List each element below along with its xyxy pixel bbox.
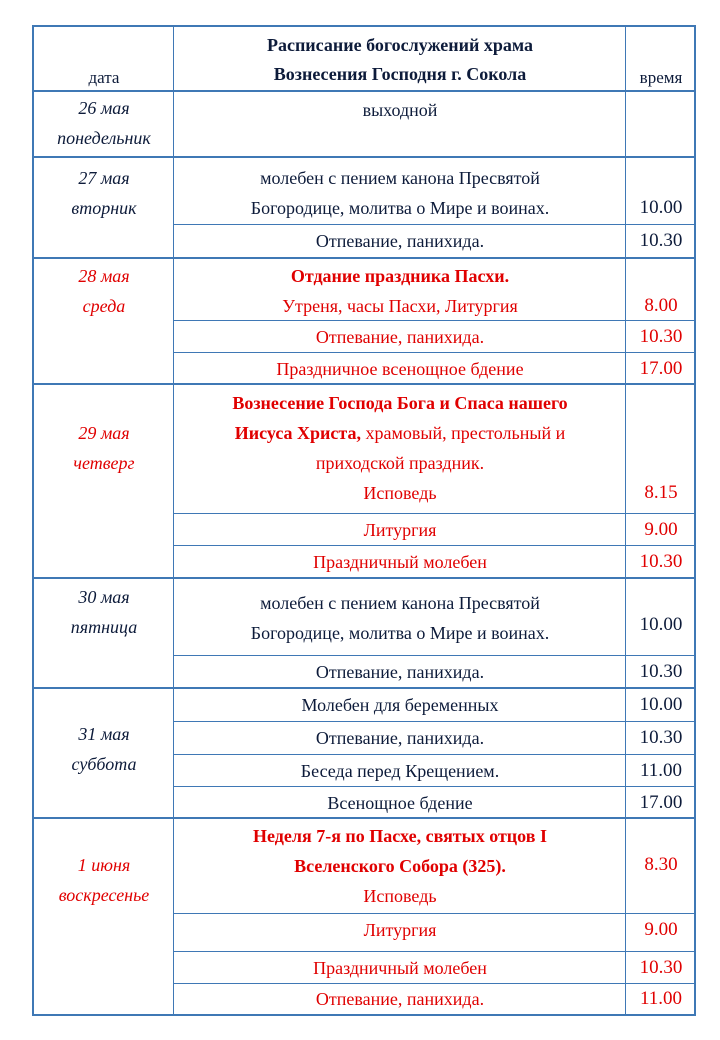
row-divider <box>174 352 694 353</box>
header-date-label: дата <box>88 68 120 87</box>
service-time: 10.00 <box>639 614 683 635</box>
service-line: Богородице, молитва о Мире и воинах. <box>250 623 550 643</box>
day-date <box>34 418 174 478</box>
service-time: 17.00 <box>639 792 683 813</box>
title-line: Расписание богослужений храма <box>266 35 534 55</box>
service-text: Отпевание, панихида. <box>315 662 485 682</box>
date-text: 28 мая <box>78 266 130 286</box>
date-text: 29 мая <box>78 423 130 443</box>
date-text: 31 мая <box>78 724 130 744</box>
row-divider <box>34 687 694 689</box>
service-time: 10.00 <box>639 197 683 218</box>
service-time: 8.15 <box>644 482 678 503</box>
service-text: Всенощное бдение <box>327 793 473 813</box>
row-divider <box>174 754 694 755</box>
service-time: 8.00 <box>644 295 678 316</box>
service-text: выходной <box>362 100 438 120</box>
service-time: 10.30 <box>639 230 683 251</box>
service-time: 10.30 <box>639 957 683 978</box>
day-date <box>34 719 174 779</box>
service-line: приходской праздник. <box>315 453 485 473</box>
row-divider <box>174 786 694 787</box>
service-text: Праздничный молебен <box>313 552 487 572</box>
weekday-text: суббота <box>71 754 137 774</box>
feast-title: Вознесение Господа Бога и Спаса нашего <box>232 393 568 413</box>
day-date <box>34 850 174 910</box>
row-divider <box>34 257 694 259</box>
service-text: Отпевание, панихида. <box>315 231 485 251</box>
service-line: молебен с пением канона Пресвятой <box>260 593 540 613</box>
row-divider <box>174 224 694 225</box>
service-text: Праздничный молебен <box>313 958 487 978</box>
service-text: Литургия <box>363 520 437 540</box>
row-divider <box>174 913 694 914</box>
service-time: 10.00 <box>639 694 683 715</box>
service-text <box>174 261 626 321</box>
feast-title: Вселенского Собора (325). <box>294 856 506 876</box>
service-time: 11.00 <box>639 760 683 781</box>
row-divider <box>174 655 694 656</box>
day-date <box>34 261 174 321</box>
day-date <box>34 163 174 223</box>
row-divider <box>34 817 694 819</box>
feast-title-bold: Иисуса Христа, <box>234 423 361 443</box>
service-text: Праздничное всенощное бдение <box>276 359 524 379</box>
service-text: Литургия <box>363 920 437 940</box>
service-time: 10.30 <box>639 326 683 347</box>
row-divider <box>174 721 694 722</box>
service-text: Отпевание, панихида. <box>315 327 485 347</box>
service-time: 9.00 <box>644 919 678 940</box>
day-date <box>34 582 174 642</box>
row-divider <box>34 383 694 385</box>
day-date <box>34 93 174 153</box>
service-time: 10.30 <box>639 661 683 682</box>
service-time: 10.30 <box>639 551 683 572</box>
service-time: 17.00 <box>639 358 683 379</box>
weekday-text: среда <box>82 296 126 316</box>
service-time: 9.00 <box>644 519 678 540</box>
schedule-table <box>32 25 696 1016</box>
header-time-label: время <box>639 68 683 87</box>
weekday-text: воскресенье <box>58 885 150 905</box>
service-line: молебен с пением канона Пресвятой <box>260 168 540 188</box>
service-text: Отпевание, панихида. <box>315 989 485 1009</box>
row-divider <box>174 545 694 546</box>
row-divider <box>174 951 694 952</box>
date-text: 26 мая <box>78 98 130 118</box>
row-divider <box>174 513 694 514</box>
service-line: Исповедь <box>363 886 437 906</box>
service-time: 10.30 <box>639 727 683 748</box>
feast-title: Неделя 7-я по Пасхе, святых отцов I <box>253 826 547 846</box>
row-divider <box>174 320 694 321</box>
weekday-text: вторник <box>71 198 137 218</box>
service-line: Исповедь <box>363 483 437 503</box>
service-time: 11.00 <box>639 988 683 1009</box>
service-text: Беседа перед Крещением. <box>300 761 500 781</box>
row-divider <box>34 577 694 579</box>
weekday-text: пятница <box>70 617 138 637</box>
service-text <box>174 821 626 911</box>
service-line: Богородице, молитва о Мире и воинах. <box>250 198 550 218</box>
service-text: Молебен для беременных <box>301 695 499 715</box>
feast-title: Отдание праздника Пасхи. <box>290 266 510 286</box>
date-text: 30 мая <box>78 587 130 607</box>
page-title <box>174 31 626 89</box>
service-time: 8.30 <box>644 854 678 875</box>
title-line: Вознесения Господня г. Сокола <box>273 64 527 84</box>
weekday-text: четверг <box>73 453 135 473</box>
row-divider <box>34 156 694 158</box>
service-line: Утреня, часы Пасхи, Литургия <box>282 296 518 316</box>
row-divider <box>34 90 694 92</box>
service-text <box>174 163 626 223</box>
weekday-text: понедельник <box>57 128 151 148</box>
feast-title-rest: храмовый, престольный и <box>360 423 566 443</box>
service-text <box>174 388 626 508</box>
date-text: 1 июня <box>77 855 131 875</box>
date-text: 27 мая <box>78 168 130 188</box>
service-text <box>174 588 626 648</box>
feast-title-line <box>174 418 626 448</box>
service-text: Отпевание, панихида. <box>315 728 485 748</box>
